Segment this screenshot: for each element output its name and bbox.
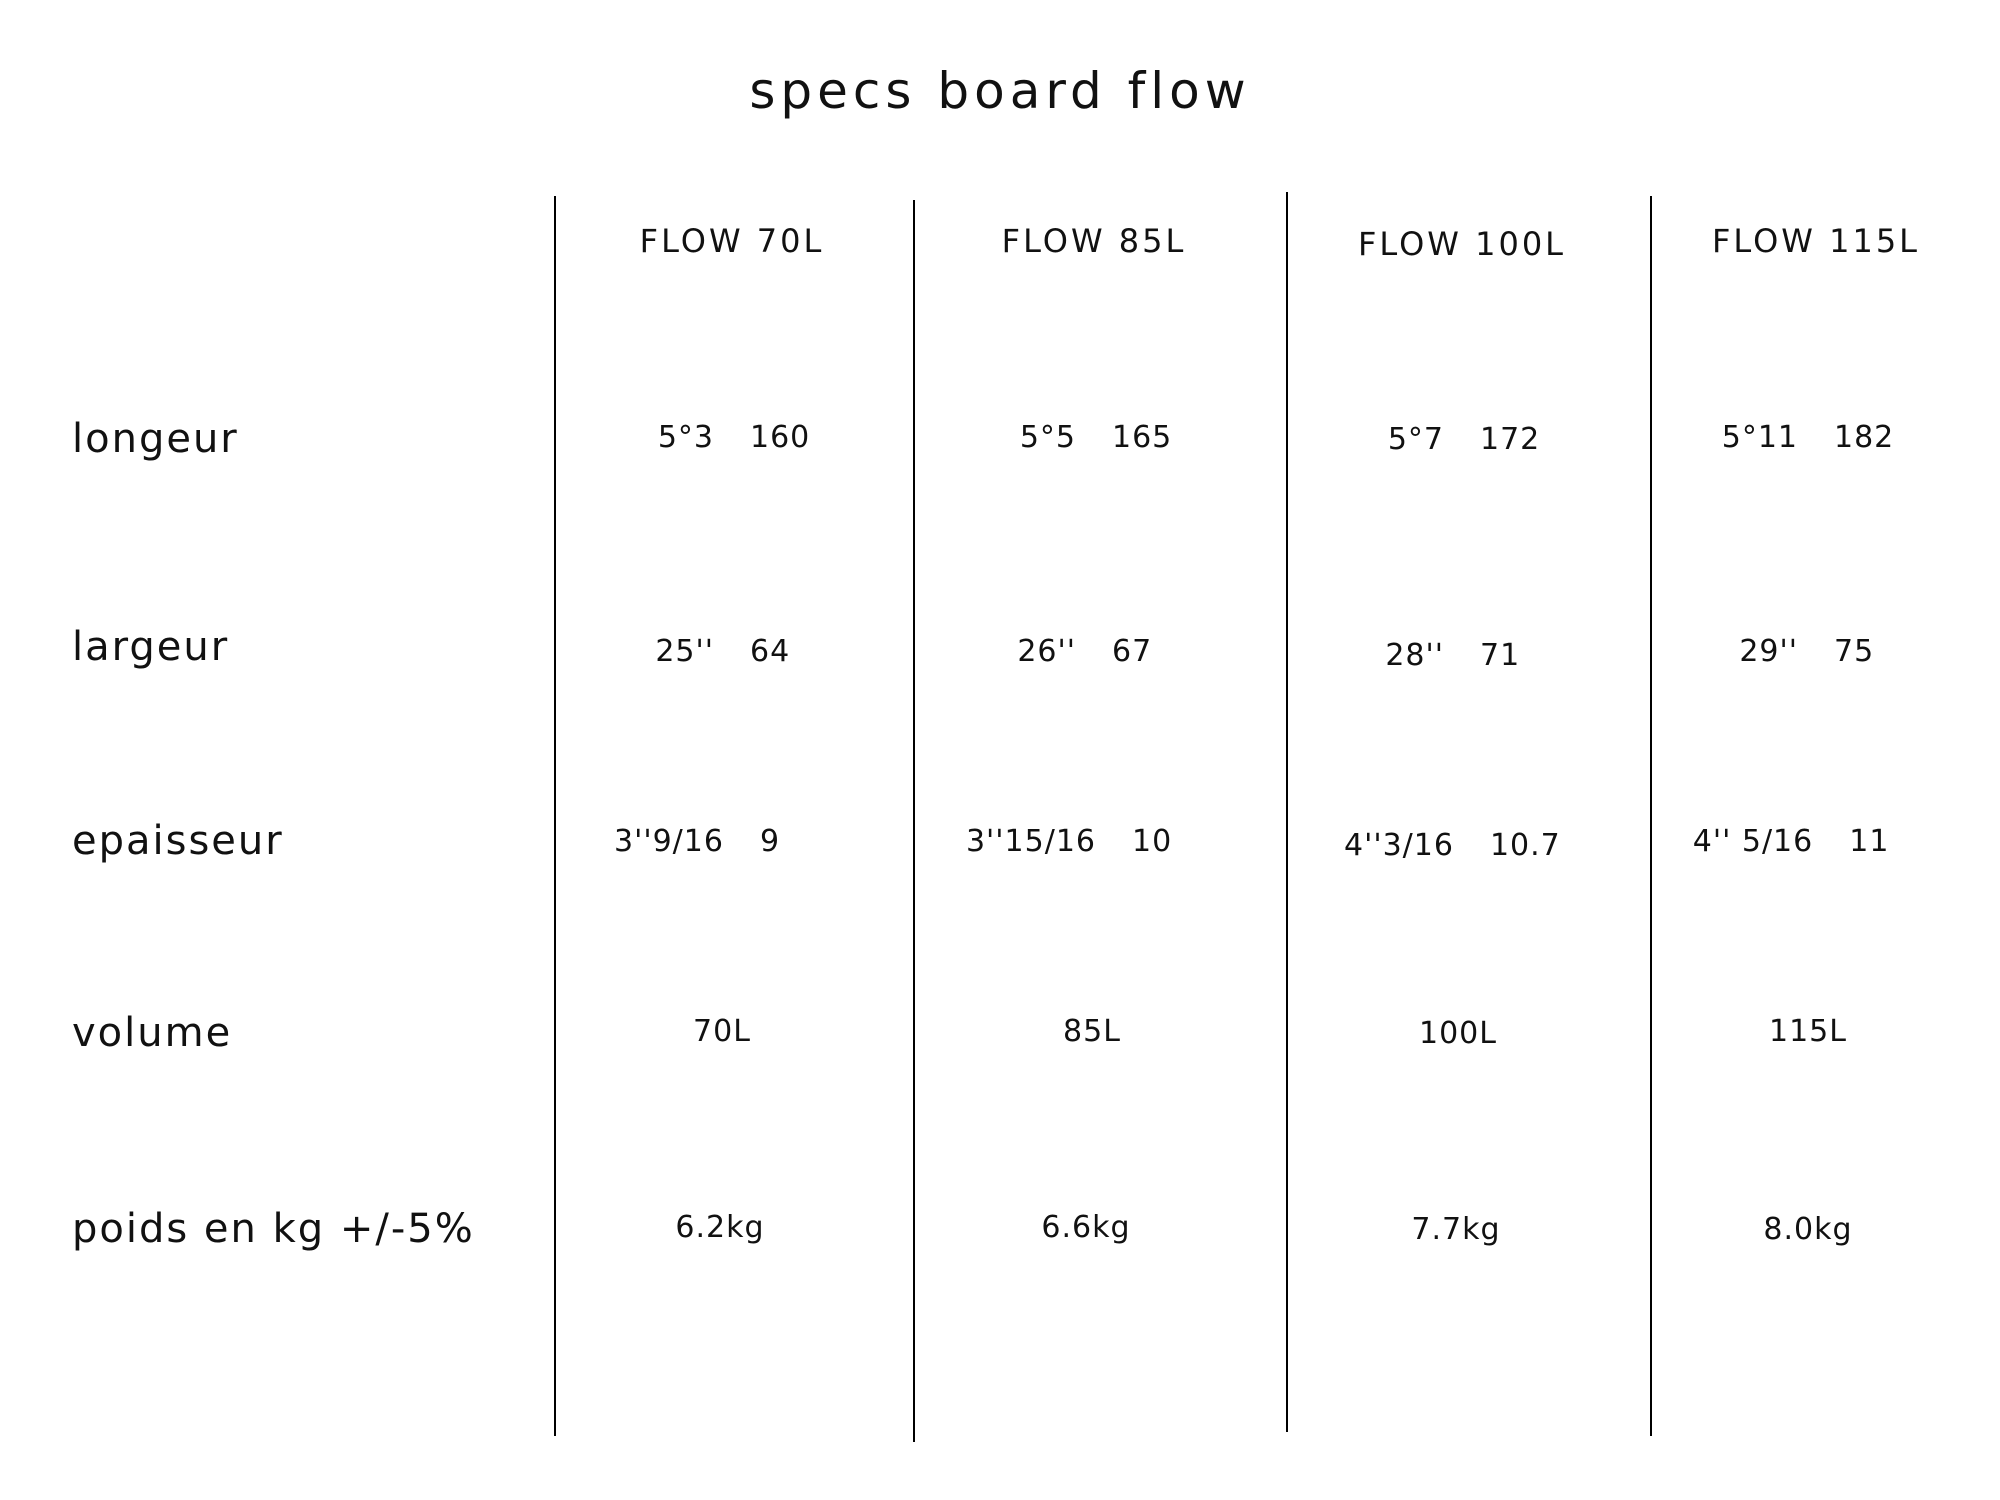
table-cell [914,420,1274,455]
cell-metric-value: 9 [759,824,781,859]
cell-metric-value: 64 [750,634,791,669]
cell-metric-value: 165 [1112,420,1173,455]
cell-imperial-value: 4'' 5/16 [1692,824,1814,859]
row-label-epaisseur: epaisseur [72,818,284,864]
table-cell [552,634,912,669]
cell-metric-value: 172 [1480,422,1541,457]
column-divider [913,200,915,1442]
cell-imperial-value: 5°7 [1387,422,1444,457]
page-title: specs board flow [749,62,1251,120]
row-label-largeur: largeur [72,624,230,670]
table-cell [1636,634,1996,669]
cell-imperial-value: 4''3/16 [1344,828,1454,863]
table-cell [1282,828,1642,863]
cell-imperial-value: 3''9/16 [614,824,724,859]
cell-metric-value: 160 [750,420,811,455]
column-header-flow-115l: FLOW 115L [1712,222,1920,260]
cell-metric-value: 10.7 [1489,828,1561,863]
cell-metric-value: 71 [1480,638,1521,673]
cell-imperial-value: 25'' [655,634,714,669]
cell-value: 115L [1769,1014,1847,1049]
table-cell [914,824,1274,859]
cell-metric-value: 11 [1849,824,1890,859]
row-label-longeur: longeur [72,416,239,462]
table-cell [1628,1212,1988,1247]
cell-metric-value: 182 [1834,420,1895,455]
table-cell [1628,1014,1988,1049]
table-cell [914,634,1274,669]
cell-value: 6.6kg [1041,1210,1131,1245]
column-header-flow-85l: FLOW 85L [1001,222,1187,260]
cell-imperial-value: 5°3 [657,420,714,455]
table-cell [552,824,912,859]
cell-imperial-value: 28'' [1385,638,1444,673]
cell-value: 70L [693,1014,751,1049]
table-cell [1282,422,1642,457]
cell-value: 7.7kg [1411,1212,1501,1247]
table-cell [1636,824,1996,859]
table-cell [552,420,912,455]
table-cell [906,1210,1266,1245]
row-label-poids: poids en kg +/-5% [72,1206,475,1252]
table-cell [540,1210,900,1245]
cell-value: 100L [1419,1016,1497,1051]
table-cell [1636,420,1996,455]
cell-imperial-value: 5°11 [1721,420,1798,455]
cell-imperial-value: 26'' [1017,634,1076,669]
column-header-flow-100l: FLOW 100L [1358,225,1566,263]
cell-metric-value: 10 [1132,824,1173,859]
column-header-flow-70l: FLOW 70L [639,222,825,260]
cell-metric-value: 75 [1834,634,1875,669]
table-cell [1278,1016,1638,1051]
cell-value: 6.2kg [675,1210,765,1245]
cell-imperial-value: 5°5 [1019,420,1076,455]
cell-metric-value: 67 [1112,634,1153,669]
cell-value: 8.0kg [1763,1212,1853,1247]
table-cell [542,1014,902,1049]
row-label-volume: volume [72,1010,233,1056]
cell-imperial-value: 29'' [1739,634,1798,669]
table-cell [1282,638,1642,673]
table-cell [912,1014,1272,1049]
column-divider [1650,196,1652,1436]
column-divider [554,196,556,1436]
cell-imperial-value: 3''15/16 [965,824,1097,859]
table-cell [1276,1212,1636,1247]
cell-value: 85L [1063,1014,1121,1049]
